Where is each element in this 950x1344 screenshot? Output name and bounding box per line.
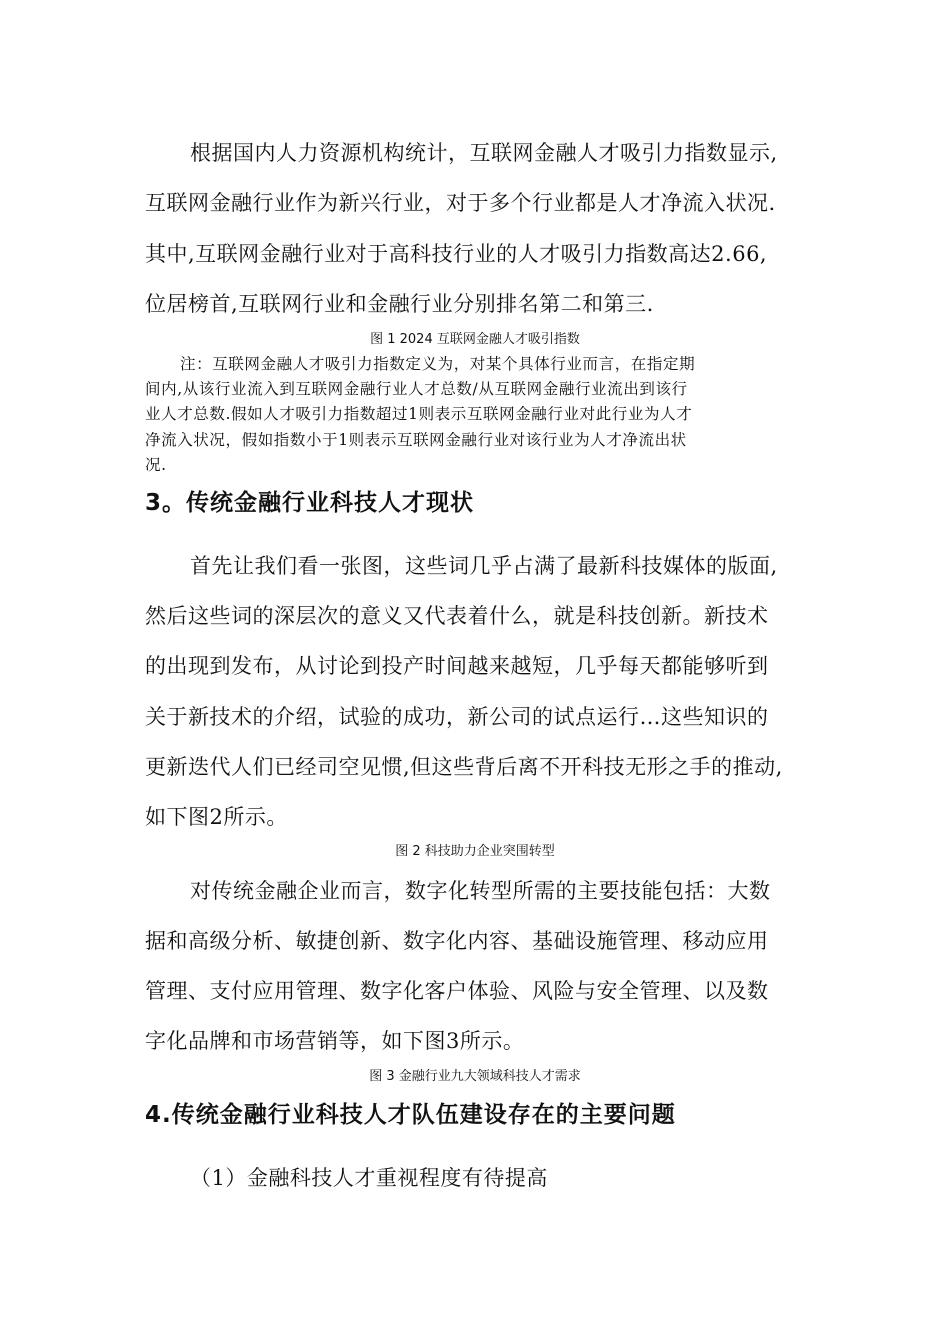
para3-line-3: 管理、支付应用管理、数字化客户体验、风险与安全管理、以及数: [145, 979, 769, 1003]
section-4-heading: 4.传统金融行业科技人才队伍建设存在的主要问题: [145, 1102, 676, 1128]
para2-line-2: 然后这些词的深层次的意义又代表着什么，就是科技创新。新技术: [145, 604, 769, 628]
para1-line-1: 根据国内人力资源机构统计，互联网金融人才吸引力指数显示,: [190, 141, 778, 165]
para1-line-2: 互联网金融行业作为新兴行业，对于多个行业都是人才净流入状况.: [145, 191, 776, 215]
figure-1-caption: 图 1 2024 互联网金融人才吸引指数: [370, 332, 580, 347]
para1-line-4: 位居榜首,互联网行业和金融行业分别排名第二和第三.: [145, 292, 654, 316]
para2-line-5: 更新迭代人们已经司空见惯,但这些背后离不开科技无形之手的推动,: [145, 755, 783, 779]
para2-line-3: 的出现到发布，从讨论到投产时间越来越短，几乎每天都能够听到: [145, 654, 769, 678]
section-3-heading: 3。传统金融行业科技人才现状: [145, 490, 475, 516]
figure-1-note-line-1: 注：互联网金融人才吸引力指数定义为，对某个具体行业而言，在指定期: [180, 355, 696, 373]
para2-line-1: 首先让我们看一张图，这些词几乎占满了最新科技媒体的版面,: [190, 554, 778, 578]
para2-line-6: 如下图2所示。: [145, 805, 288, 829]
figure-1-note-line-5: 况.: [145, 456, 167, 474]
figure-3-caption: 图 3 金融行业九大领域科技人才需求: [369, 1069, 581, 1084]
subsection-item-1: （1）金融科技人才重视程度有待提高: [190, 1166, 548, 1190]
figure-1-note-line-4: 净流入状况，假如指数小于1则表示互联网金融行业对该行业为人才净流出状: [145, 431, 687, 449]
para3-line-2: 据和高级分析、敏捷创新、数字化内容、基础设施管理、移动应用: [145, 929, 769, 953]
para3-line-1: 对传统金融企业而言，数字化转型所需的主要技能包括：大数: [190, 879, 771, 903]
figure-1-note-line-2: 间内,从该行业流入到互联网金融行业人才总数/从互联网金融行业流出到该行: [145, 380, 688, 398]
figure-2-caption: 图 2 科技助力企业突围转型: [395, 844, 555, 859]
para2-line-4: 关于新技术的介绍，试验的成功，新公司的试点运行…这些知识的: [145, 705, 769, 729]
para1-line-3: 其中,互联网金融行业对于高科技行业的人才吸引力指数高达2.66,: [145, 242, 768, 266]
para3-line-4: 字化品牌和市场营销等，如下图3所示。: [145, 1029, 525, 1053]
figure-1-note-line-3: 业人才总数.假如人才吸引力指数超过1则表示互联网金融行业对此行业为人才: [145, 405, 693, 423]
